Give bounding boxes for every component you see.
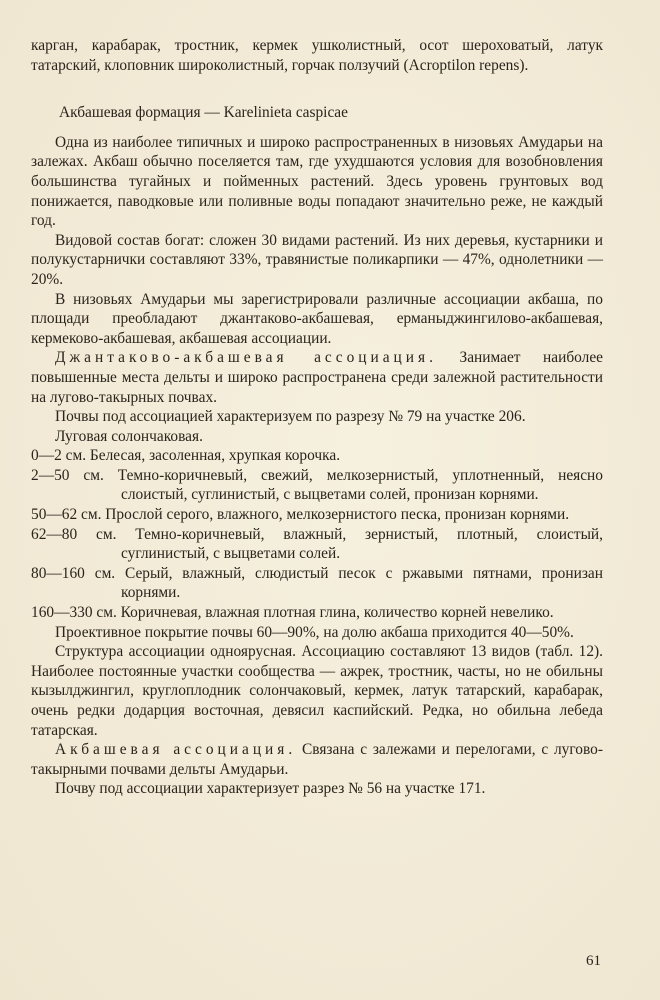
association-1-text: Занимает наиболее повышенные места дельты и широко распространена среди залежной растительности на лугово-такырных почвах. [31, 349, 603, 406]
association-1-paragraph [31, 348, 603, 407]
structure-paragraph: Структура ассоциации одноярусная. Ассоциацию составляют 13 видов (табл. 12). Наиболее постоянные участки сообщества — ажрек, тростник, часты, но не обильны кызылджингил, круглоплодник солончаковый, кермек, латук татарский, карабарак, очень редки додарция восточная, девясил каспийский. Редка, но обильна лебеда татарская. [31, 643, 603, 739]
soil-layer: 50—62 см. Прослой серого, влажного, мелкозернистого песка, пронизан корнями. [31, 506, 570, 524]
final-paragraph: Почву под ассоциации характеризует разрез № 56 на участке 171. [55, 780, 486, 798]
cover-paragraph: Проективное покрытие почвы 60—90%, на долю акбаша приходится 40—50%. [55, 623, 574, 641]
soil-layer: 2—50 см. Темно-коричневый, свежий, мелкозернистый, уплотненный, неясно слоистый, суглинистый, с выцветами солей, пронизан корнями. [31, 466, 603, 504]
soil-intro: Почвы под ассоциацией характеризуем по разрезу № 79 на участке 206. [55, 408, 526, 426]
intro-paragraph: карган, карабарак, тростник, кермек ушколистный, осот шероховатый, латук татарский, клоповник широколистный, горчак ползучий (Acroptilon repens). [31, 37, 603, 74]
soil-layer: 80—160 см. Серый, влажный, слюдистый песок с ржавыми пятнами, пронизан корнями. [31, 564, 603, 602]
soil-layer: 160—330 см. Коричневая, влажная плотная глина, количество корней невелико. [31, 604, 554, 622]
paragraph-3: В низовьях Амударьи мы зарегистрировали различные ассоциации акбаша, по площади преобладают джантаково-акбашевая, ерманыджингилово-акбашевая, кермеково-акбашевая, акбашевая ассоциации. [31, 290, 603, 347]
association-2-paragraph [31, 740, 603, 779]
soil-layer: 62—80 см. Темно-коричневый, влажный, зернистый, плотный, слоистый, суглинистый, с выцветами солей. [31, 525, 603, 563]
paragraph-1: Одна из наиболее типичных и широко распространенных в низовьях Амударьи на залежах. Акбаш обычно поселяется там, где ухудшаются условия для возобновления большинства тугайных и пойменных растений. Здесь уровень грунтовых вод понижается, паводковые или поливные воды попадают значительно реже, не каждый год. [31, 133, 603, 230]
soil-type: Луговая солончаковая. [55, 427, 203, 445]
section-heading: Акбашевая формация — Karelinieta caspicae [59, 104, 348, 122]
paragraph-2: Видовой состав богат: сложен 30 видами растений. Из них деревья, кустарники и полукустарнички составляют 33%, травянистые поликарпики — 47%, однолетники — 20%. [31, 231, 603, 288]
body-text [31, 36, 603, 799]
soil-layer: 0—2 см. Белесая, засоленная, хрупкая корочка. [31, 447, 341, 465]
page-number: 61 [586, 953, 601, 969]
association-1-name: Джантаково-акбашевая ассоциация. [55, 349, 437, 367]
association-2-name: Акбашевая ассоциация. [55, 741, 297, 759]
association-2-text: Связана с залежами и перелогами, с лугово-такырными почвами дельты Амударьи. [31, 741, 603, 778]
